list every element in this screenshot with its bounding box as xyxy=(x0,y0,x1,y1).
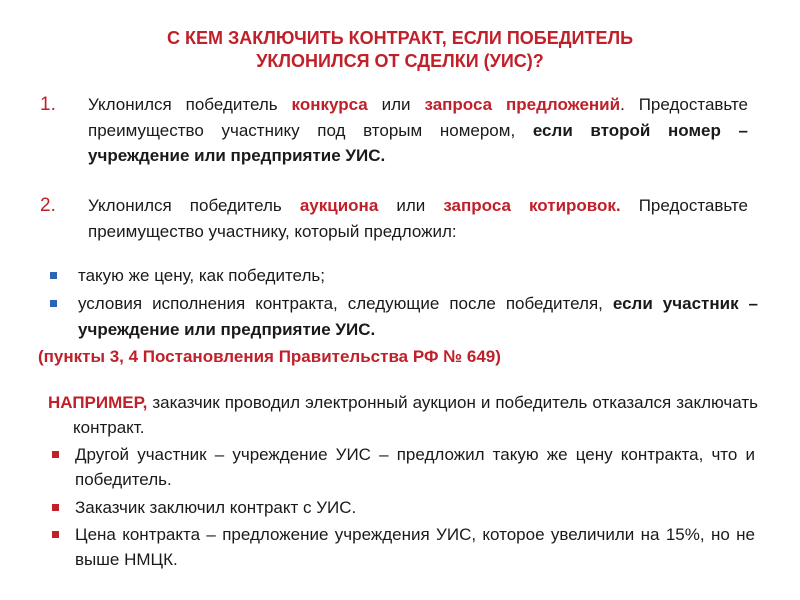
highlight-konkurs: конкурса xyxy=(291,95,368,114)
example-lead xyxy=(48,390,758,440)
bullet-square-icon xyxy=(50,300,57,307)
item-number: 1. xyxy=(40,94,56,115)
item-number: 2. xyxy=(40,195,56,216)
bullet-item-2 xyxy=(50,291,760,342)
example-point-1 xyxy=(50,442,760,492)
highlight-auktsion: аукциона xyxy=(299,196,379,215)
title-question-mark: ? xyxy=(532,51,544,71)
numbered-item-1 xyxy=(40,92,760,169)
example-label: НАПРИМЕР, xyxy=(48,393,148,412)
highlight-zapros-kotirovok: запроса котировок. xyxy=(443,196,621,215)
item-text: Уклонился победитель аукциона или запроса котировок. Предоставьте преимущество участнику, который предложил: xyxy=(88,196,748,241)
bold-condition: если участник – учреждение или предприятие УИС. xyxy=(78,294,759,339)
example-point-text: Цена контракта – предложение учреждения УИС, которое увеличили на 15%, но не выше НМЦК. xyxy=(75,525,755,569)
title-line-2: УКЛОНИЛСЯ ОТ СДЕЛКИ (УИС)? xyxy=(256,51,544,71)
bullet-square-icon xyxy=(52,504,59,511)
item-text: Уклонился победитель конкурса или запроса предложений. Предоставьте преимущество участнику под вторым номером, если второй номер – учреждение или предприятие УИС. xyxy=(88,95,749,165)
highlight-zapros-predlozheniy: запроса предложений xyxy=(424,95,621,114)
example-point-text: Заказчик заключил контракт с УИС. xyxy=(75,498,357,517)
example-point-text: Другой участник – учреждение УИС – предложил такую же цену контракта, что и победитель. xyxy=(75,445,755,489)
legal-reference: (пункты 3, 4 Постановления Правительства РФ № 649) xyxy=(38,347,501,366)
bullet-text: условия исполнения контракта, следующие после победителя, если участник – учреждение или предприятие УИС. xyxy=(78,294,759,339)
bullet-text: такую же цену, как победитель; xyxy=(78,266,325,285)
title-line-1: С КЕМ ЗАКЛЮЧИТЬ КОНТРАКТ, ЕСЛИ ПОБЕДИТЕЛЬ xyxy=(166,28,634,48)
example-point-3 xyxy=(50,522,760,572)
bullet-square-icon xyxy=(52,531,59,538)
bullet-square-icon xyxy=(50,272,57,279)
example-point-2 xyxy=(50,495,760,520)
bold-condition: если второй номер – учреждение или предприятие УИС. xyxy=(88,120,748,165)
numbered-item-2 xyxy=(40,193,760,244)
bullet-square-icon xyxy=(52,451,59,458)
bullet-item-1 xyxy=(50,263,760,289)
slide-title xyxy=(60,27,740,73)
example-lead-text: НАПРИМЕР, заказчик проводил электронный аукцион и победитель отказался заключать контракт. xyxy=(48,393,758,437)
